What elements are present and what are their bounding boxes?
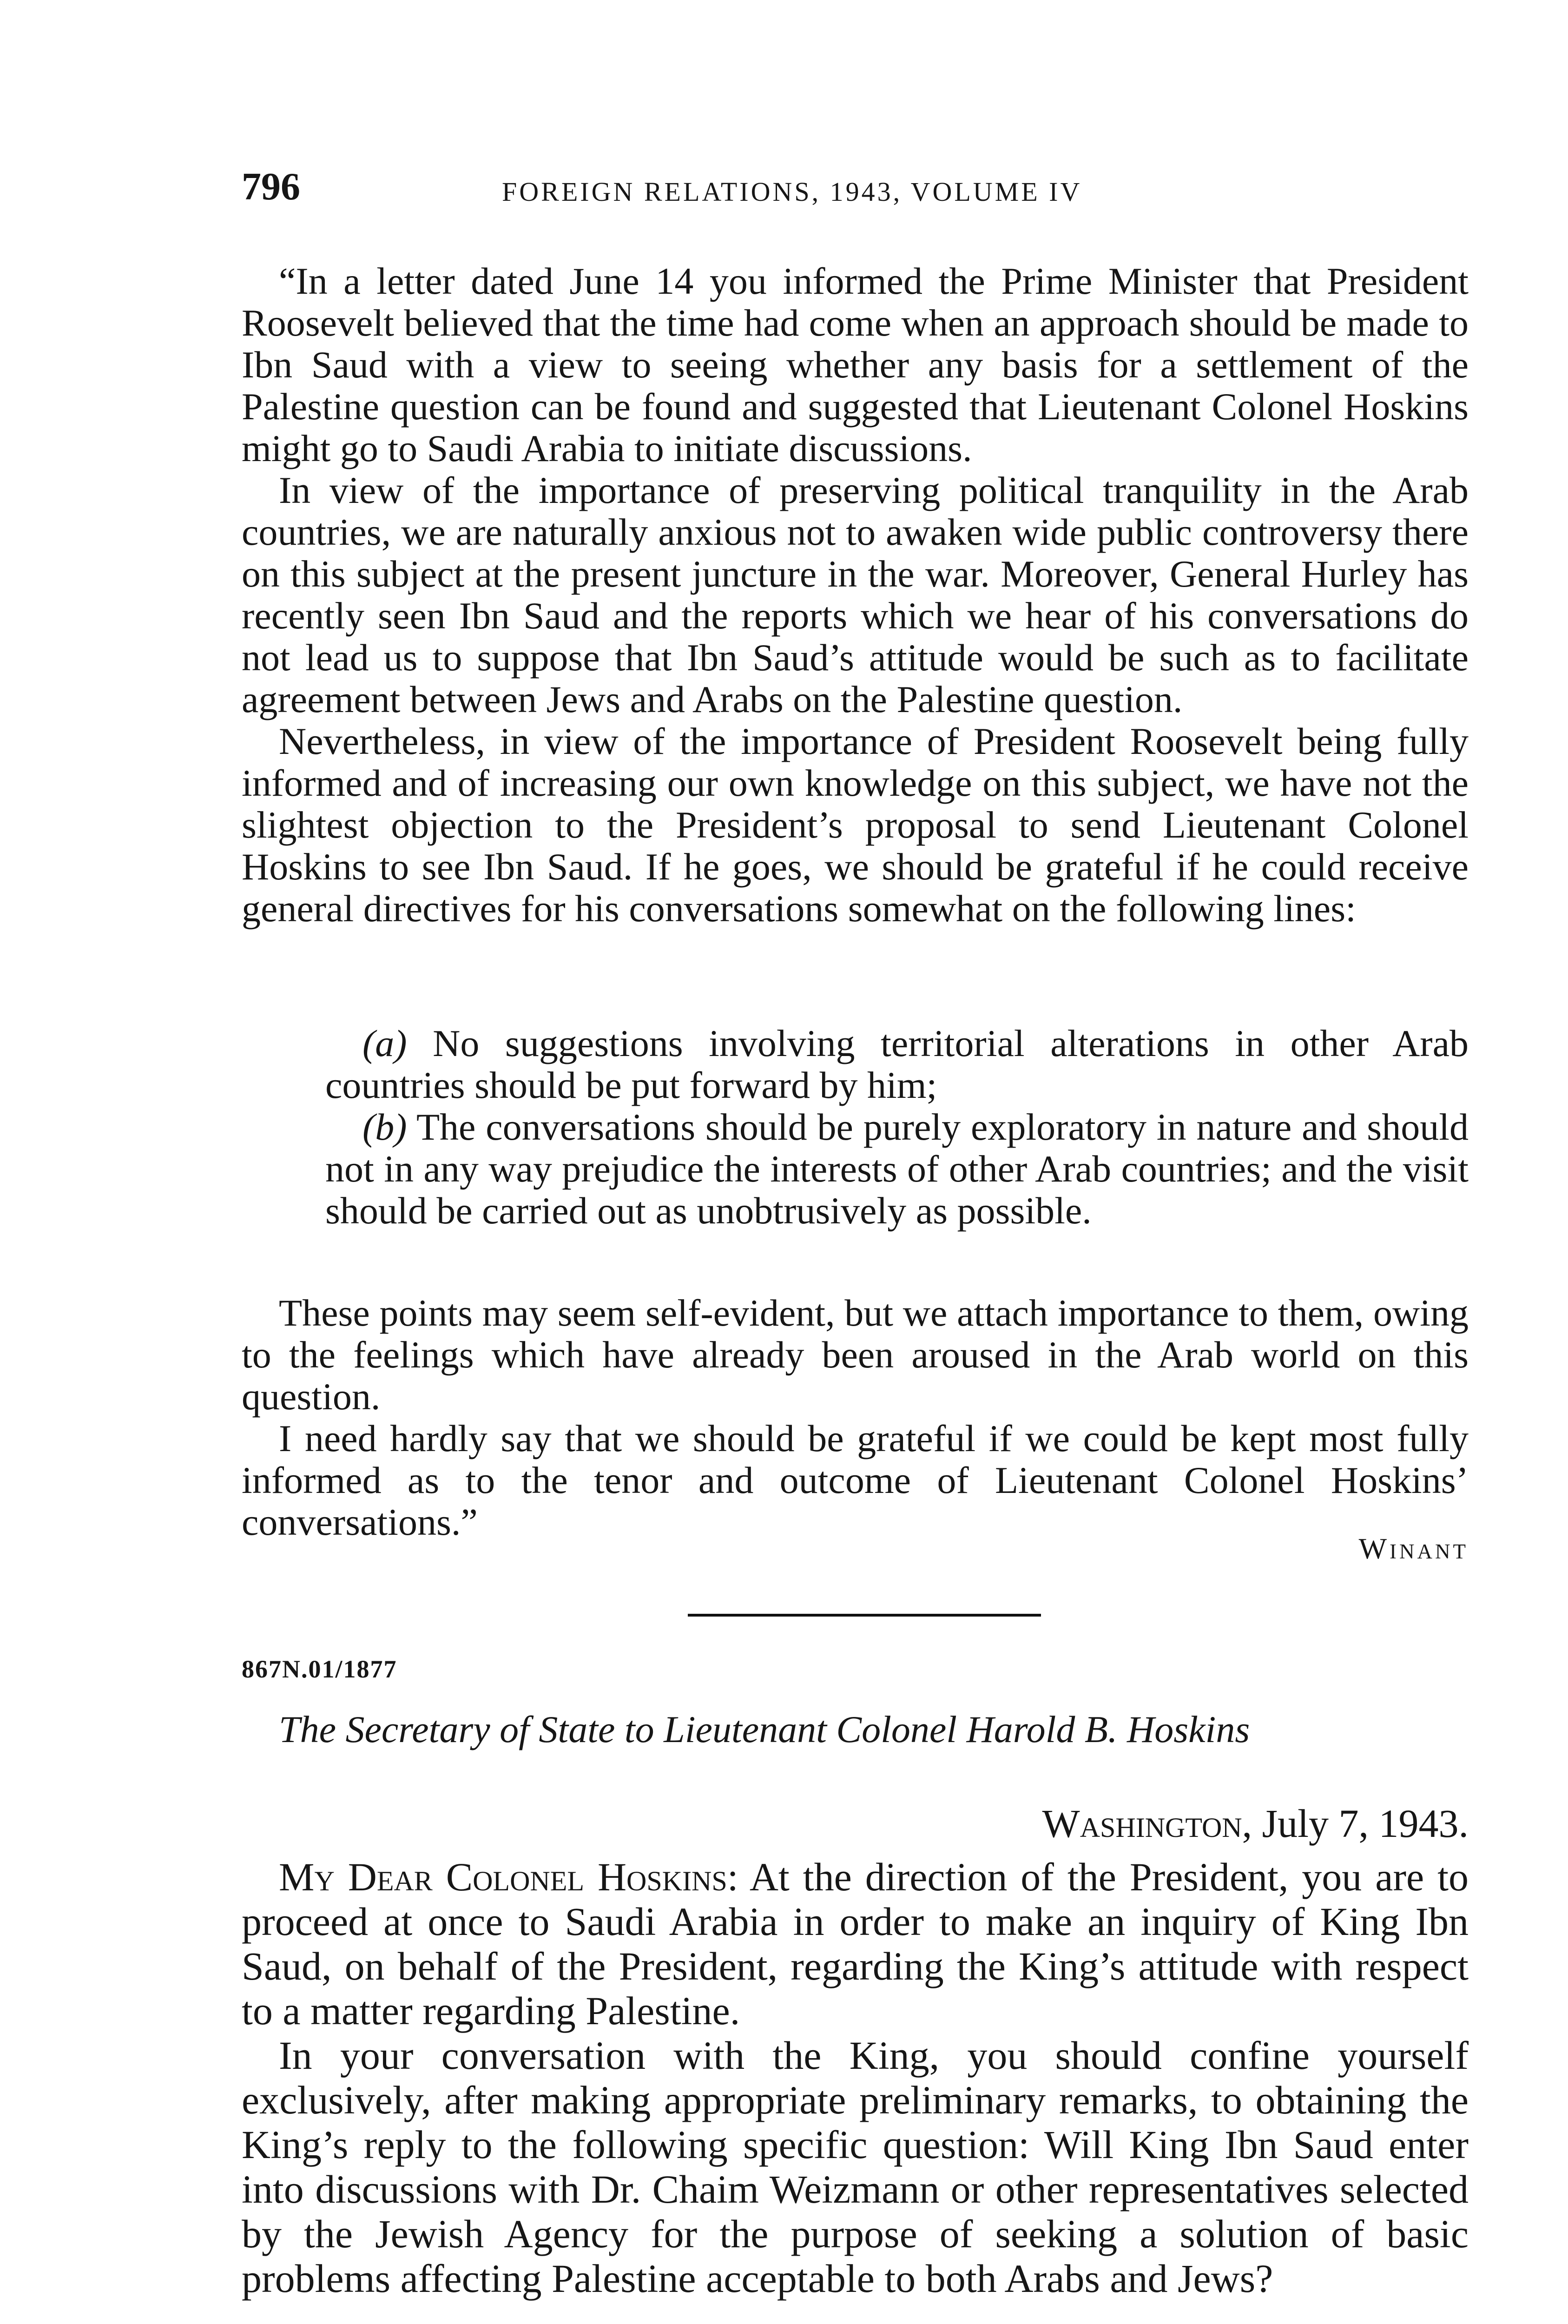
paragraph-text: : At the direction of the President, you are to proceed at once to Saudi Arabia in order to make an inquiry of King Ibn Saud, on behalf of the President, regarding the King’s attitude with respect to a matter regarding Palestine. [242,1855,1469,2033]
list-item [325,1023,1469,1106]
letter-paragraph: “In a letter dated June 14 you informed the Prime Minister that President Roosevelt believed that the time had come when an approach should be made to Ibn Saud with a view to seeing whether any basis for a settlement of the Palestine question can be found and suggested that Lieutenant Colonel Hoskins might go to Saudi Arabia to initiate discussions. [242,260,1469,469]
hoskins-letter-body [242,1855,1469,2301]
document-title: The Secretary of State to Lieutenant Colonel Harold B. Hoskins [279,1708,1250,1750]
letter-paragraph [242,1855,1469,2033]
list-marker: (b) [362,1106,407,1148]
dateline-date: , July 7, 1943. [1242,1801,1469,1846]
section-divider [688,1614,1041,1617]
running-head: FOREIGN RELATIONS, 1943, VOLUME IV [502,177,1082,207]
file-number: 867N.01/1877 [242,1655,397,1683]
signature: Winant [1358,1532,1469,1565]
list-item-text: No suggestions involving territorial alterations in other Arab countries should be put forward by him; [325,1022,1469,1106]
quoted-letter-body [242,260,1469,930]
letter-paragraph: These points may seem self-evident, but we attach importance to them, owing to the feelings which have already been aroused in the Arab world on this question. [242,1292,1469,1418]
letter-paragraph: In your conversation with the King, you should confine yourself exclusively, after making appropriate preliminary remarks, to obtaining the King’s reply to the following specific question: Will King Ibn Saud enter into discussions with Dr. Chaim Weizmann or other representatives selected by the Jewish Agency for the purpose of seeking a solution of basic problems affecting Palestine acceptable to both Arabs and Jews? [242,2033,1469,2301]
list-item-text: The conversations should be purely exploratory in nature and should not in any way prejudice the interests of other Arab countries; and the visit should be carried out as unobtrusively as possible. [325,1106,1469,1232]
list-item [325,1106,1469,1232]
dateline [1042,1801,1469,1846]
letter-paragraph: Nevertheless, in view of the importance of President Roosevelt being fully informed and of increasing our own knowledge on this subject, we have not the slightest objection to the President’s proposal to send Lieutenant Colonel Hoskins to see Ibn Saud. If he goes, we should be grateful if he could receive general directives for his conversations somewhat on the following lines: [242,720,1469,930]
dateline-place: Washington [1042,1801,1242,1846]
salutation: My Dear Colonel Hoskins [279,1855,727,1899]
letter-paragraph: I need hardly say that we should be grateful if we could be kept most fully informed as to the tenor and outcome of Lieutenant Colonel Hoskins’ conversations.” [242,1417,1469,1543]
directives-list [325,1023,1469,1232]
letter-closing [242,1292,1469,1543]
page-header [242,167,1311,218]
page-number: 796 [242,165,300,208]
letter-paragraph: In view of the importance of preserving political tranquility in the Arab countries, we are naturally anxious not to awaken wide public controversy there on this subject at the present juncture in the war. Moreover, General Hurley has recently seen Ibn Saud and the reports which we hear of his conversations do not lead us to suppose that Ibn Saud’s attitude would be such as to facilitate agreement between Jews and Arabs on the Palestine question. [242,469,1469,720]
list-marker: (a) [362,1022,407,1064]
